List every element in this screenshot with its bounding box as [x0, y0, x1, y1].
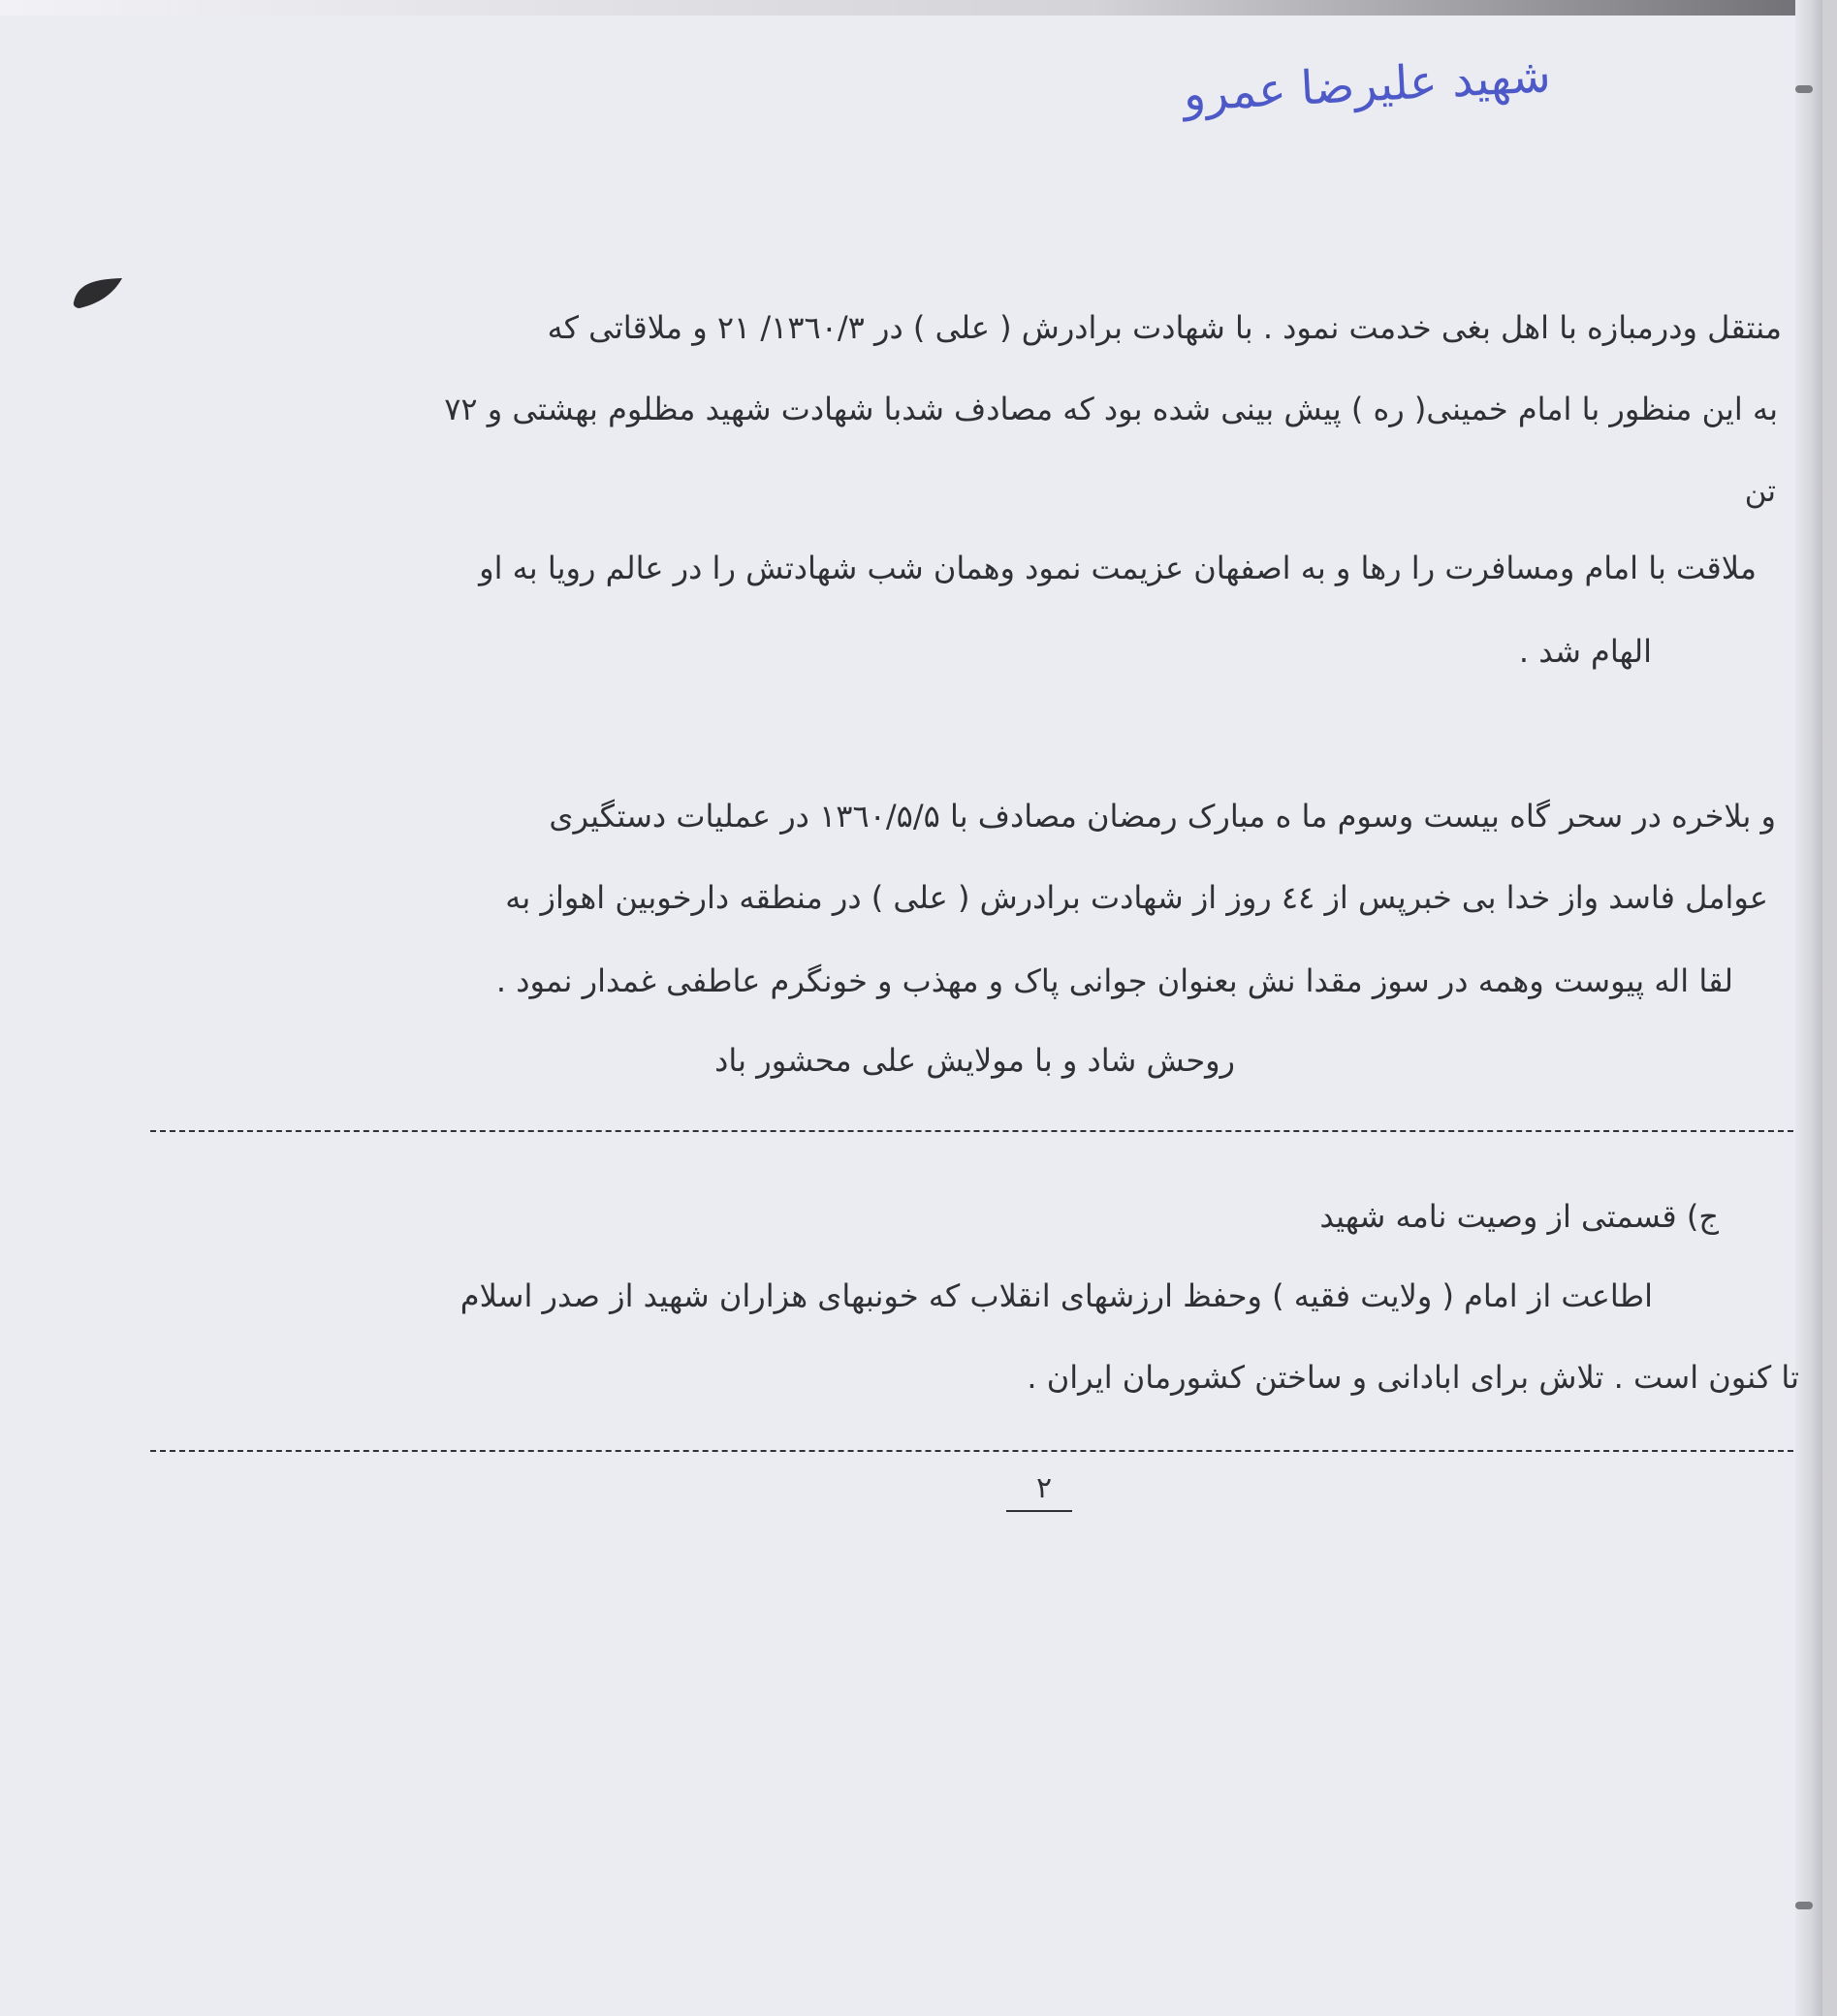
- dashed-separator: [150, 1130, 1793, 1132]
- paragraph-line: تا کنون است . تلاش برای ابادانی و ساختن کشورمان ایران .: [1027, 1359, 1799, 1396]
- page-number: ۲: [1035, 1471, 1053, 1505]
- paragraph-line: و بلاخره در سحر گاه بیست وسوم ما ه مبارک رمضان مصادف با ۱۳٦۰/۵/۵ در عملیات دستگیری: [549, 798, 1776, 835]
- staple-icon: [1795, 1902, 1813, 1909]
- paragraph-line: تن: [1744, 474, 1776, 509]
- dashed-separator: [150, 1450, 1793, 1452]
- paragraph-line: الهام شد .: [1518, 633, 1652, 670]
- paragraph-line: عوامل فاسد واز خدا بی خبرپس از ٤٤ روز از شهادت برادرش ( علی ) در منطقه دارخوبین اهواز به: [505, 879, 1768, 916]
- page-number-underline: [1006, 1510, 1072, 1512]
- paragraph-line: روحش شاد و با مولایش علی محشور باد: [714, 1042, 1235, 1079]
- handwritten-signature: شهید علیرضا عمرو: [1182, 48, 1553, 122]
- paragraph-line: اطاعت از امام ( ولایت فقیه ) وحفظ ارزشهای انقلاب که خونبهای هزاران شهید از صدر اسلام: [459, 1277, 1653, 1314]
- right-page-edge: [1795, 0, 1822, 2016]
- section-title: ج) قسمتی از وصیت نامه شهید: [1319, 1198, 1719, 1235]
- paragraph-line: ملاقت با امام ومسافرت را رها و به اصفهان عزیمت نمود وهمان شب شهادتش را در عالم رویا به او: [479, 550, 1757, 586]
- staple-icon: [1795, 85, 1813, 93]
- top-shadow: [0, 0, 1822, 16]
- ink-blot-icon: [70, 275, 126, 310]
- paragraph-line: لقا اله پیوست وهمه در سوز مقدا نش بعنوان جوانی پاک و مهذب و خونگرم عاطفی غمدار نمود .: [495, 962, 1733, 999]
- paragraph-line: منتقل ودرمبازه با اهل بغی خدمت نمود . با شهادت برادرش ( علی ) در ۱۳٦۰/۳/ ۲۱ و ملاقاتی که: [547, 309, 1782, 346]
- paragraph-line: به این منظور با امام خمینی( ره ) پیش بینی شده بود که مصادف شدبا شهادت شهید مظلوم بهشتی و ۷۲: [444, 391, 1778, 427]
